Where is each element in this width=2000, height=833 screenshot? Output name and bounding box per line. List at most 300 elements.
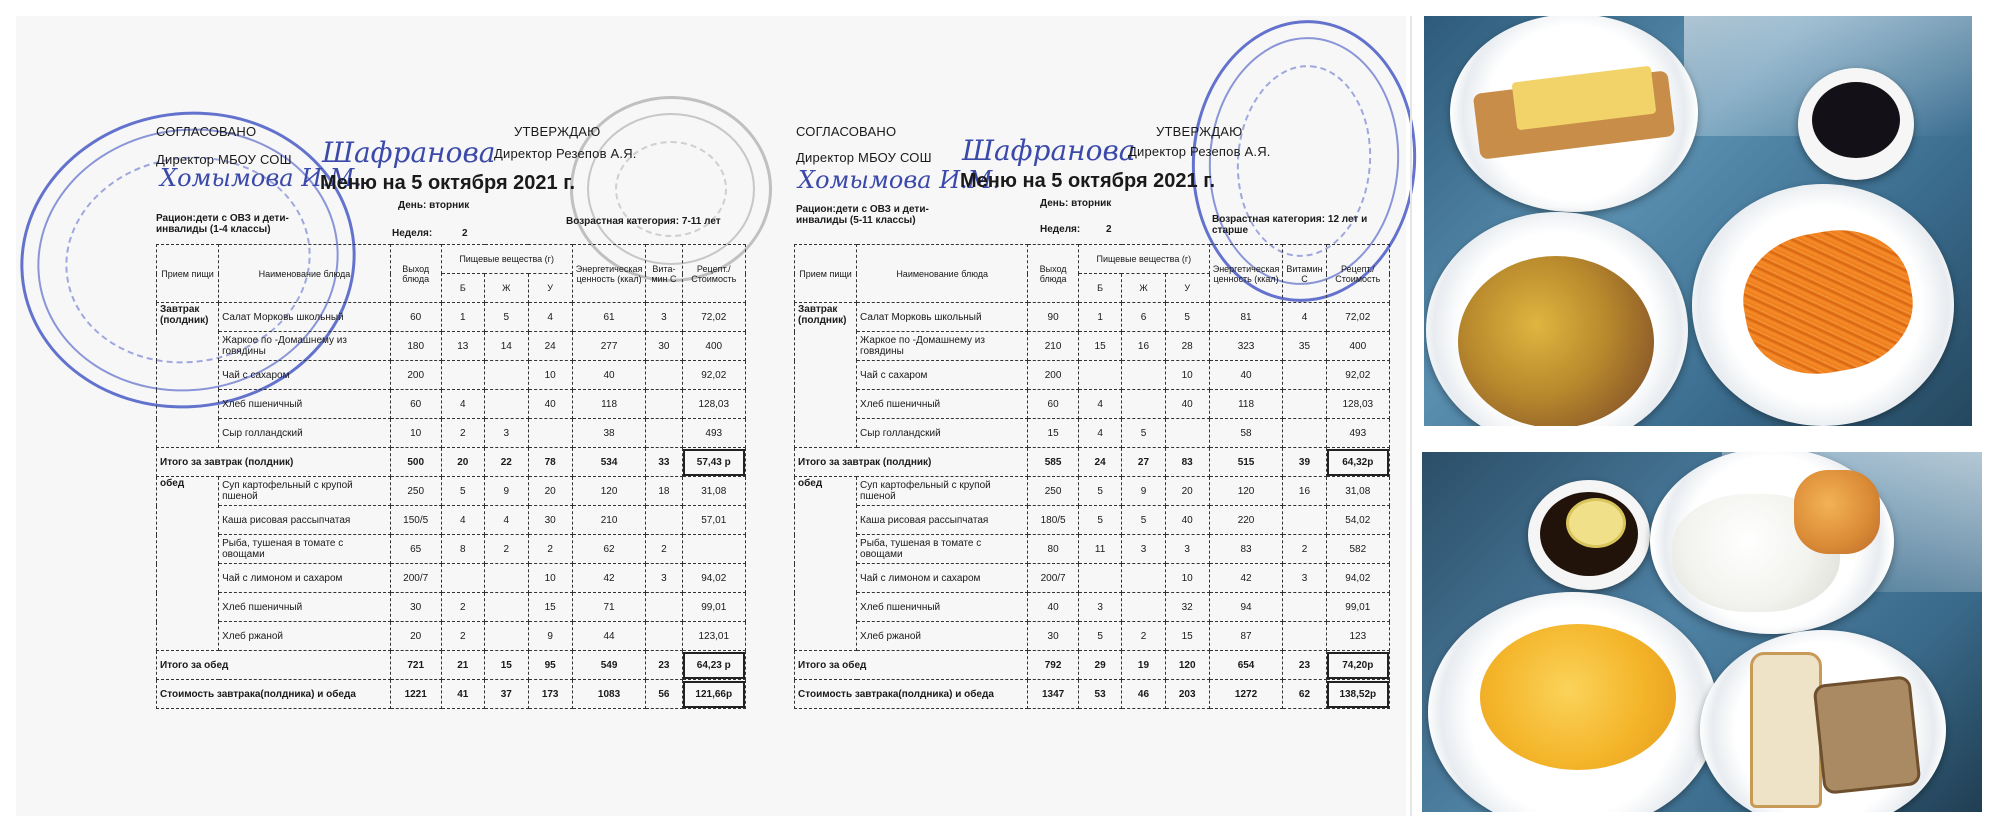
grand-r: 138,52р	[1326, 680, 1389, 709]
week-label-right: Неделя:	[1040, 224, 1081, 235]
menu-title-left: Меню на 5 октября 2021 г.	[320, 172, 576, 194]
table-row	[795, 506, 1390, 535]
cell-r: 92,02	[1326, 361, 1389, 390]
dish-name: Чай с сахаром	[219, 361, 391, 390]
cell-r: 94,02	[682, 564, 745, 593]
cell-r: 31,08	[1326, 477, 1389, 506]
cell-yield: 40	[1028, 593, 1079, 622]
cell-yield: 90	[1028, 303, 1079, 332]
cell-u: 4	[528, 303, 572, 332]
th-yield: Выход блюда	[1028, 245, 1079, 303]
cell-u: 40	[528, 390, 572, 419]
dish-name: Салат Морковь школьный	[857, 303, 1028, 332]
meal-section-label: Завтрак (полдник)	[795, 303, 857, 448]
total-zh: 15	[485, 651, 529, 680]
cell-zh: 14	[485, 332, 529, 361]
cell-e: 42	[1209, 564, 1283, 593]
cell-e: 120	[572, 477, 646, 506]
table-row	[157, 535, 746, 564]
cell-u	[1165, 419, 1209, 448]
cell-e: 220	[1209, 506, 1283, 535]
grand-c: 62	[1283, 680, 1326, 709]
cell-r: 72,02	[682, 303, 745, 332]
total-yield: 721	[390, 651, 441, 680]
table-row	[157, 506, 746, 535]
cell-u: 15	[528, 593, 572, 622]
table-row	[795, 622, 1390, 651]
th-u: У	[1165, 274, 1209, 303]
table-row	[795, 564, 1390, 593]
section-total-row	[157, 651, 746, 680]
dish-name: Жаркое по -Домашнему из говядины	[219, 332, 391, 361]
table-row	[795, 419, 1390, 448]
signature2-right: Хомымова И.М.	[798, 166, 1000, 194]
th-recipe: Рецепт./Стоимость	[682, 245, 745, 303]
cell-zh: 2	[1122, 622, 1165, 651]
cell-zh	[485, 361, 529, 390]
cell-yield: 200	[390, 361, 441, 390]
grand-total-row	[157, 680, 746, 709]
cell-yield: 250	[390, 477, 441, 506]
cell-c: 16	[1283, 477, 1326, 506]
rye-bread-icon	[1813, 675, 1922, 795]
th-recipe: Рецепт./Стоимость	[1326, 245, 1389, 303]
grand-e: 1272	[1209, 680, 1283, 709]
agreed-label-right: СОГЛАСОВАНО	[796, 124, 897, 139]
total-yield: 792	[1028, 651, 1079, 680]
cell-b	[441, 361, 485, 390]
cell-c: 3	[646, 564, 682, 593]
cell-u: 10	[1165, 564, 1209, 593]
menu-table-right	[794, 244, 1390, 709]
cell-yield: 180/5	[1028, 506, 1079, 535]
grand-u: 173	[528, 680, 572, 709]
breakfast-photo	[1424, 16, 1972, 426]
cell-c	[646, 361, 682, 390]
cell-zh: 2	[485, 535, 529, 564]
cell-c: 30	[646, 332, 682, 361]
signature2-left: Хомымова И.М.	[160, 164, 362, 192]
total-r: 57,43 р	[682, 448, 745, 477]
director2-right-menu: Директор Резепов А.Я.	[1128, 144, 1271, 159]
cell-b: 2	[441, 622, 485, 651]
th-dish: Наименование блюда	[857, 245, 1028, 303]
cell-e: 118	[572, 390, 646, 419]
cell-c	[1283, 506, 1326, 535]
cell-zh: 3	[1122, 535, 1165, 564]
table-row	[157, 361, 746, 390]
cell-c: 4	[1283, 303, 1326, 332]
cell-yield: 200/7	[1028, 564, 1079, 593]
th-nutrients: Пищевые вещества (г)	[1078, 245, 1209, 274]
cell-u: 20	[528, 477, 572, 506]
approved-label-left: УТВЕРЖДАЮ	[514, 124, 601, 139]
potato-stew-icon	[1458, 256, 1654, 426]
tea-with-lemon-icon	[1528, 480, 1650, 590]
cell-r: 128,03	[682, 390, 745, 419]
dish-name: Суп картофельный с крупой пшеной	[219, 477, 391, 506]
dish-name: Хлеб пшеничный	[857, 593, 1028, 622]
total-label: Итого за обед	[157, 651, 391, 680]
th-vitamin: Вита-мин С	[646, 245, 682, 303]
cell-b: 8	[441, 535, 485, 564]
cell-c	[1283, 390, 1326, 419]
cell-b: 15	[1078, 332, 1121, 361]
th-intake: Прием пищи	[157, 245, 219, 303]
cell-yield: 30	[390, 593, 441, 622]
total-label: Итого за обед	[795, 651, 1028, 680]
cell-b: 5	[1078, 506, 1121, 535]
cell-yield: 210	[1028, 332, 1079, 361]
cell-u: 24	[528, 332, 572, 361]
cell-zh	[485, 390, 529, 419]
cell-e: 210	[572, 506, 646, 535]
cell-r: 400	[682, 332, 745, 361]
cell-b: 2	[441, 419, 485, 448]
cell-zh	[1122, 361, 1165, 390]
cell-u: 32	[1165, 593, 1209, 622]
day-right: День: вторник	[1040, 198, 1112, 209]
cell-yield: 10	[390, 419, 441, 448]
cell-b	[441, 564, 485, 593]
table-row	[157, 564, 746, 593]
cell-u: 3	[1165, 535, 1209, 564]
cell-yield: 60	[1028, 390, 1079, 419]
table-row	[157, 332, 746, 361]
table-row	[795, 535, 1390, 564]
total-u: 83	[1165, 448, 1209, 477]
grand-total-label: Стоимость завтрака(полдника) и обеда	[157, 680, 391, 709]
cell-e: 62	[572, 535, 646, 564]
week-left: 2	[462, 228, 468, 239]
cell-u: 10	[528, 564, 572, 593]
total-zh: 22	[485, 448, 529, 477]
cell-r: 582	[1326, 535, 1389, 564]
dish-name: Хлеб пшеничный	[219, 390, 391, 419]
grand-c: 56	[646, 680, 682, 709]
table-row	[795, 477, 1390, 506]
cell-zh: 3	[485, 419, 529, 448]
grand-u: 203	[1165, 680, 1209, 709]
dish-name: Рыба, тушеная в томате с овощами	[219, 535, 391, 564]
cell-c	[646, 390, 682, 419]
total-c: 39	[1283, 448, 1326, 477]
cell-c	[646, 506, 682, 535]
grand-total-label: Стоимость завтрака(полдника) и обеда	[795, 680, 1028, 709]
grand-total-row	[795, 680, 1390, 709]
cell-c	[1283, 622, 1326, 651]
grand-zh: 46	[1122, 680, 1165, 709]
cell-yield: 200/7	[390, 564, 441, 593]
meal-section-label: обед	[157, 477, 219, 651]
director-left: Директор МБОУ СОШ	[156, 152, 292, 167]
age-right: Возрастная категория: 12 лет и старше	[1212, 214, 1368, 236]
th-vitamin: Витамин С	[1283, 245, 1326, 303]
cell-r	[682, 535, 745, 564]
cell-r: 99,01	[682, 593, 745, 622]
cell-e: 44	[572, 622, 646, 651]
cell-u: 15	[1165, 622, 1209, 651]
cell-c: 2	[1283, 535, 1326, 564]
cell-u: 28	[1165, 332, 1209, 361]
menu-table-left	[156, 244, 746, 709]
cell-r: 128,03	[1326, 390, 1389, 419]
dish-name: Хлеб пшеничный	[857, 390, 1028, 419]
cell-e: 81	[1209, 303, 1283, 332]
cell-b: 4	[1078, 390, 1121, 419]
cell-c: 35	[1283, 332, 1326, 361]
meal-section-label: Завтрак (полдник)	[157, 303, 219, 448]
dish-name: Хлеб ржаной	[219, 622, 391, 651]
cell-e: 94	[1209, 593, 1283, 622]
total-c: 23	[646, 651, 682, 680]
th-energy: Энергетическая ценность (ккал)	[572, 245, 646, 303]
cell-c	[1283, 361, 1326, 390]
cell-r: 99,01	[1326, 593, 1389, 622]
dish-name: Каша рисовая рассыпчатая	[857, 506, 1028, 535]
cell-zh	[1122, 593, 1165, 622]
table-row	[157, 622, 746, 651]
grand-b: 53	[1078, 680, 1121, 709]
table-row	[795, 390, 1390, 419]
signature-left: Шафранова	[322, 136, 496, 169]
cell-b: 5	[1078, 477, 1121, 506]
cell-r: 493	[1326, 419, 1389, 448]
ration-left: Рацион:дети с ОВЗ и дети-инвалиды (1-4 классы)	[156, 213, 289, 235]
grand-b: 41	[441, 680, 485, 709]
th-zh: Ж	[485, 274, 529, 303]
cell-r: 92,02	[682, 361, 745, 390]
cell-b: 4	[441, 390, 485, 419]
table-row	[157, 477, 746, 506]
table-row	[795, 593, 1390, 622]
dish-name: Чай с лимоном и сахаром	[857, 564, 1028, 593]
total-e: 654	[1209, 651, 1283, 680]
cell-zh	[485, 622, 529, 651]
th-dish: Наименование блюда	[219, 245, 391, 303]
dish-name: Чай с сахаром	[857, 361, 1028, 390]
total-c: 23	[1283, 651, 1326, 680]
cell-yield: 30	[1028, 622, 1079, 651]
cell-zh: 9	[485, 477, 529, 506]
cell-e: 38	[572, 419, 646, 448]
age-left: Возрастная категория: 7-11 лет	[566, 216, 721, 227]
th-energy: Энергетическая ценность (ккал)	[1209, 245, 1283, 303]
cell-c	[1283, 419, 1326, 448]
cell-e: 40	[572, 361, 646, 390]
th-nutrients: Пищевые вещества (г)	[441, 245, 572, 274]
cell-b: 11	[1078, 535, 1121, 564]
cell-zh	[485, 564, 529, 593]
table-row	[795, 361, 1390, 390]
cell-yield: 20	[390, 622, 441, 651]
cell-c	[646, 419, 682, 448]
soup-icon	[1480, 624, 1676, 770]
total-yield: 585	[1028, 448, 1079, 477]
cell-u: 40	[1165, 390, 1209, 419]
th-yield: Выход блюда	[390, 245, 441, 303]
cell-yield: 15	[1028, 419, 1079, 448]
signature-right: Шафранова	[962, 134, 1136, 167]
cell-yield: 80	[1028, 535, 1079, 564]
grand-r: 121,66р	[682, 680, 745, 709]
dish-name: Каша рисовая рассыпчатая	[219, 506, 391, 535]
cell-c	[646, 593, 682, 622]
cell-zh: 5	[1122, 419, 1165, 448]
tea-cup-icon	[1798, 68, 1914, 180]
cell-r: 57,01	[682, 506, 745, 535]
grand-e: 1083	[572, 680, 646, 709]
cell-r: 123	[1326, 622, 1389, 651]
cell-e: 83	[1209, 535, 1283, 564]
cell-yield: 150/5	[390, 506, 441, 535]
total-yield: 500	[390, 448, 441, 477]
week-label-left: Неделя:	[392, 228, 433, 239]
th-b: Б	[1078, 274, 1121, 303]
cell-r: 31,08	[682, 477, 745, 506]
total-zh: 27	[1122, 448, 1165, 477]
cell-zh: 4	[485, 506, 529, 535]
cell-e: 120	[1209, 477, 1283, 506]
cell-yield: 60	[390, 303, 441, 332]
dish-name: Суп картофельный с крупой пшеной	[857, 477, 1028, 506]
dish-name: Хлеб пшеничный	[219, 593, 391, 622]
cell-u	[528, 419, 572, 448]
approved-label-right: УТВЕРЖДАЮ	[1156, 124, 1243, 139]
cell-b: 5	[441, 477, 485, 506]
cell-zh: 6	[1122, 303, 1165, 332]
cell-r: 123,01	[682, 622, 745, 651]
cell-b: 4	[441, 506, 485, 535]
cell-b: 2	[441, 593, 485, 622]
dish-name: Жаркое по -Домашнему из говядины	[857, 332, 1028, 361]
cell-r: 54,02	[1326, 506, 1389, 535]
total-e: 534	[572, 448, 646, 477]
table-row	[157, 303, 746, 332]
cell-yield: 250	[1028, 477, 1079, 506]
panel-divider	[1410, 16, 1412, 816]
table-row	[795, 332, 1390, 361]
cell-yield: 200	[1028, 361, 1079, 390]
total-b: 21	[441, 651, 485, 680]
total-u: 120	[1165, 651, 1209, 680]
cell-c: 3	[646, 303, 682, 332]
cell-zh	[485, 593, 529, 622]
total-zh: 19	[1122, 651, 1165, 680]
cell-yield: 180	[390, 332, 441, 361]
dish-name: Рыба, тушеная в томате с овощами	[857, 535, 1028, 564]
cell-e: 323	[1209, 332, 1283, 361]
cell-e: 87	[1209, 622, 1283, 651]
cell-u: 40	[1165, 506, 1209, 535]
cell-b: 4	[1078, 419, 1121, 448]
cell-b	[1078, 361, 1121, 390]
th-b: Б	[441, 274, 485, 303]
menu-title-right: Меню на 5 октября 2021 г.	[960, 170, 1216, 192]
th-zh: Ж	[1122, 274, 1165, 303]
cell-u: 2	[528, 535, 572, 564]
cell-u: 20	[1165, 477, 1209, 506]
dish-name: Хлеб ржаной	[857, 622, 1028, 651]
table-row	[157, 419, 746, 448]
cell-zh: 5	[485, 303, 529, 332]
cell-b: 13	[441, 332, 485, 361]
cell-c	[1283, 593, 1326, 622]
white-bread-icon	[1750, 652, 1822, 808]
total-u: 95	[528, 651, 572, 680]
cell-u: 10	[528, 361, 572, 390]
cell-u: 10	[1165, 361, 1209, 390]
cell-u: 5	[1165, 303, 1209, 332]
total-b: 20	[441, 448, 485, 477]
table-row	[157, 593, 746, 622]
cell-zh	[1122, 564, 1165, 593]
cell-r: 493	[682, 419, 745, 448]
cell-b: 5	[1078, 622, 1121, 651]
day-left: День: вторник	[398, 200, 470, 211]
grand-zh: 37	[485, 680, 529, 709]
dish-name: Сыр голландский	[219, 419, 391, 448]
table-row	[795, 303, 1390, 332]
dish-name: Салат Морковь школьный	[219, 303, 391, 332]
director-right-left: Директор Резепов А.Я.	[494, 146, 637, 161]
cell-e: 58	[1209, 419, 1283, 448]
cell-b	[1078, 564, 1121, 593]
section-total-row	[795, 448, 1390, 477]
cell-b: 1	[441, 303, 485, 332]
section-total-row	[795, 651, 1390, 680]
cell-e: 42	[572, 564, 646, 593]
cell-b: 1	[1078, 303, 1121, 332]
ration-right: Рацион:дети с ОВЗ и дети-инвалиды (5-11 классы)	[796, 204, 929, 226]
director-right-menu: Директор МБОУ СОШ	[796, 150, 932, 165]
cell-zh: 9	[1122, 477, 1165, 506]
cell-r: 94,02	[1326, 564, 1389, 593]
th-u: У	[528, 274, 572, 303]
dish-name: Сыр голландский	[857, 419, 1028, 448]
cell-zh: 16	[1122, 332, 1165, 361]
cell-e: 71	[572, 593, 646, 622]
total-e: 515	[1209, 448, 1283, 477]
cell-e: 277	[572, 332, 646, 361]
total-b: 29	[1078, 651, 1121, 680]
grand-yield: 1347	[1028, 680, 1079, 709]
section-total-row	[157, 448, 746, 477]
meal-section-label: обед	[795, 477, 857, 651]
cell-zh	[1122, 390, 1165, 419]
agreed-label-left: СОГЛАСОВАНО	[156, 124, 257, 139]
total-label: Итого за завтрак (полдник)	[795, 448, 1028, 477]
lunch-photo	[1422, 452, 1982, 812]
total-e: 549	[572, 651, 646, 680]
total-r: 74,20р	[1326, 651, 1389, 680]
cell-yield: 65	[390, 535, 441, 564]
cell-b: 3	[1078, 593, 1121, 622]
total-b: 24	[1078, 448, 1121, 477]
fish-icon	[1794, 470, 1880, 554]
cell-yield: 60	[390, 390, 441, 419]
cell-c: 3	[1283, 564, 1326, 593]
cell-c: 18	[646, 477, 682, 506]
cell-u: 9	[528, 622, 572, 651]
week-right: 2	[1106, 224, 1112, 235]
total-r: 64,32р	[1326, 448, 1389, 477]
total-c: 33	[646, 448, 682, 477]
table-row	[157, 390, 746, 419]
cell-c	[646, 622, 682, 651]
total-u: 78	[528, 448, 572, 477]
cell-e: 61	[572, 303, 646, 332]
